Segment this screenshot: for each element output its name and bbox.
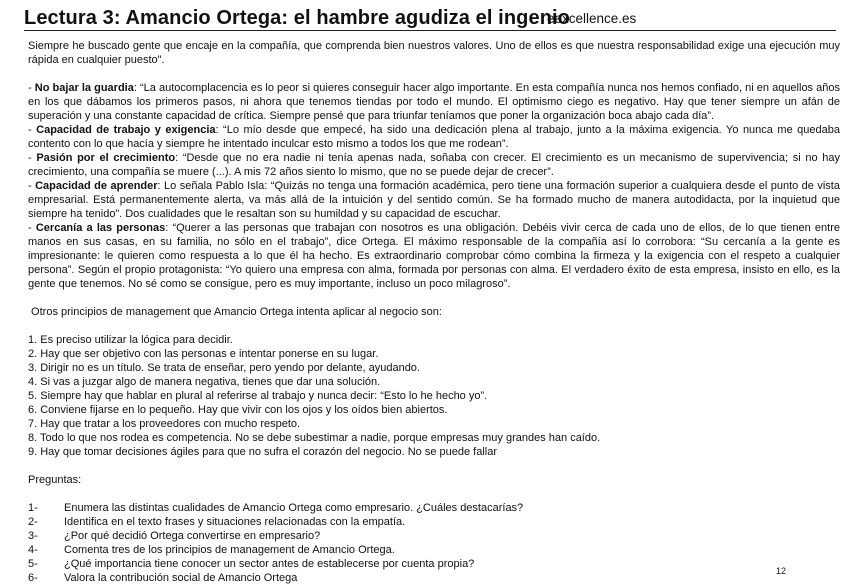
quality-label: Capacidad de trabajo y exigencia xyxy=(36,124,216,136)
question-number: 3- xyxy=(28,530,38,542)
principle-item: 8. Todo lo que nos rodea es competencia. No se debe subestimar a nadie, porque empresas muy grandes han caído. xyxy=(28,432,601,444)
quality-label: Capacidad de aprender xyxy=(35,180,158,192)
quality-paragraph xyxy=(28,221,840,291)
quality-text: : “Querer a las personas que trabajan con nosotros es una obligación. Debéis vivir cerca de cada uno de ellos, de lo que tienen entre manos en sus casas, en su familia, no sólo en el trabajo”, dice Ortega. El máximo responsable de la compañía así lo corrobora: “Su cercanía a la gente es impresionante: le quieren como respuesta a lo que él ha hecho. Es extraordinario comprobar cómo combina la firmeza y la exigencia con el respeto a cualquier persona”. Según el propio protagonista: “Yo quiero una empresa con alma, formada por personas con alma. El verdadero éxito de esta empresa, insisto en ello, es la gente que tenemos. No sé como se consigue, pero es muy importante, incluso un poco milagroso”. xyxy=(28,222,840,290)
question-number: 1- xyxy=(28,502,38,514)
qualities-section xyxy=(28,81,840,291)
quality-prefix: - xyxy=(28,180,36,192)
principles-intro: Otros principios de management que Amancio Ortega intenta aplicar al negocio son: xyxy=(28,306,442,318)
quality-prefix: - xyxy=(28,82,35,94)
quality-paragraph xyxy=(28,81,840,123)
question-item xyxy=(28,501,840,515)
quality-text: : “Desde que no era nadie ni tenía apenas nada, soñaba con crecer. El crecimiento es un mecanismo de supervivencia; si no hay crecimiento, una compañía se muere (...). A mis 72 años siento lo mismo, que no se puede dejar de crecer”. xyxy=(28,152,840,178)
quality-paragraph xyxy=(28,123,840,151)
question-item xyxy=(28,543,840,557)
question-number: 5- xyxy=(28,558,38,570)
quality-text: : “La autocomplacencia es lo peor si quieres conseguir hacer algo importante. En esta compañía nunca nos hemos confiado, ni en aquellos años en los que dábamos los primeros pasos, ni ahora que tenemos tiendas por todo el mundo. El optimismo ciego es negativo. Hay que tener siempre un afán de superación y una constante capacidad de crítica. Siempre pensé que para triunfar teníamos que poner la organización boca abajo cada día”. xyxy=(28,82,840,122)
question-number: 6- xyxy=(28,572,38,584)
questions-list xyxy=(28,501,840,585)
document-body xyxy=(28,39,840,585)
quality-paragraph xyxy=(28,179,840,221)
question-item xyxy=(28,557,840,571)
principle-item: 3. Dirigir no es un título. Se trata de enseñar, pero yendo por delante, ayudando. xyxy=(28,362,420,374)
quality-text: : Lo señala Pablo Isla: “Quizás no tenga una formación académica, pero tiene una formación superior a cualquiera desde el punto de vista empresarial. Está permanentemente alerta, va más allá de la intuición y del sentido común. Se ha formado mucho de manera autodidacta, por la inquietud que siempre ha tenido”. Dos cualidades que le resaltan son su humildad y su capacidad de escuchar. xyxy=(28,180,840,220)
question-text: Valora la contribución social de Amancio Ortega xyxy=(64,572,298,584)
question-item xyxy=(28,571,840,585)
question-item xyxy=(28,515,840,529)
questions-heading: Preguntas: xyxy=(28,474,82,486)
principle-item: 6. Conviene fijarse en lo pequeño. Hay que vivir con los ojos y los oídos bien abiertos. xyxy=(28,404,448,416)
intro-paragraph: Siempre he buscado gente que encaje en la compañía, que comprenda bien nuestros valores. Uno de ellos es que nuestra responsabilidad exige una ejecución muy rápida en cualquier puesto". xyxy=(28,40,840,66)
quality-prefix: - xyxy=(28,124,37,136)
principles-list xyxy=(28,333,840,459)
principle-item: 5. Siempre hay que hablar en plural al referirse al trabajo y nunca decir: “Esto lo he hecho yo”. xyxy=(28,390,488,402)
question-text: ¿Qué importancia tiene conocer un sector antes de establecerse por cuenta propia? xyxy=(64,558,475,570)
quality-prefix: - xyxy=(28,152,37,164)
question-item xyxy=(28,529,840,543)
question-text: Comenta tres de los principios de management de Amancio Ortega. xyxy=(64,544,395,556)
question-number: 2- xyxy=(28,516,38,528)
question-text: ¿Por qué decidió Ortega convertirse en empresario? xyxy=(64,530,321,542)
quality-paragraph xyxy=(28,151,840,179)
principle-item: 1. Es preciso utilizar la lógica para decidir. xyxy=(28,334,233,346)
principle-item: 2. Hay que ser objetivo con las personas e intentar ponerse en su lugar. xyxy=(28,348,379,360)
quality-prefix: - xyxy=(28,222,36,234)
quality-label: Pasión por el crecimiento xyxy=(36,152,176,164)
page-number: 12 xyxy=(776,566,787,576)
question-number: 4- xyxy=(28,544,38,556)
page-title: Lectura 3: Amancio Ortega: el hambre agudiza el ingenio xyxy=(24,7,570,29)
question-text: Identifica en el texto frases y situaciones relacionadas con la empatía. xyxy=(64,516,406,528)
quality-label: Cercanía a las personas xyxy=(35,222,166,234)
quality-label: No bajar la guardia xyxy=(34,82,134,94)
principle-item: 4. Si vas a juzgar algo de manera negativa, tienes que dar una solución. xyxy=(28,376,381,388)
principle-item: 9. Hay que tomar decisiones ágiles para que no sufra el corazón del negocio. No se puede fallar xyxy=(28,446,498,458)
site-name: eexcellence.es xyxy=(547,11,637,26)
quality-text: : “Lo mío desde que empecé, ha sido una dedicación plena al trabajo, junto a la máxima exigencia. Yo nunca me quedaba contento con lo que hacía y siempre he intentado inculcar esto mismo a todos los que me rodean”. xyxy=(28,124,840,150)
principle-item: 7. Hay que tratar a los proveedores con mucho respeto. xyxy=(28,418,301,430)
question-text: Enumera las distintas cualidades de Amancio Ortega como empresario. ¿Cuáles destacarías? xyxy=(64,502,524,514)
page-header xyxy=(24,6,836,31)
